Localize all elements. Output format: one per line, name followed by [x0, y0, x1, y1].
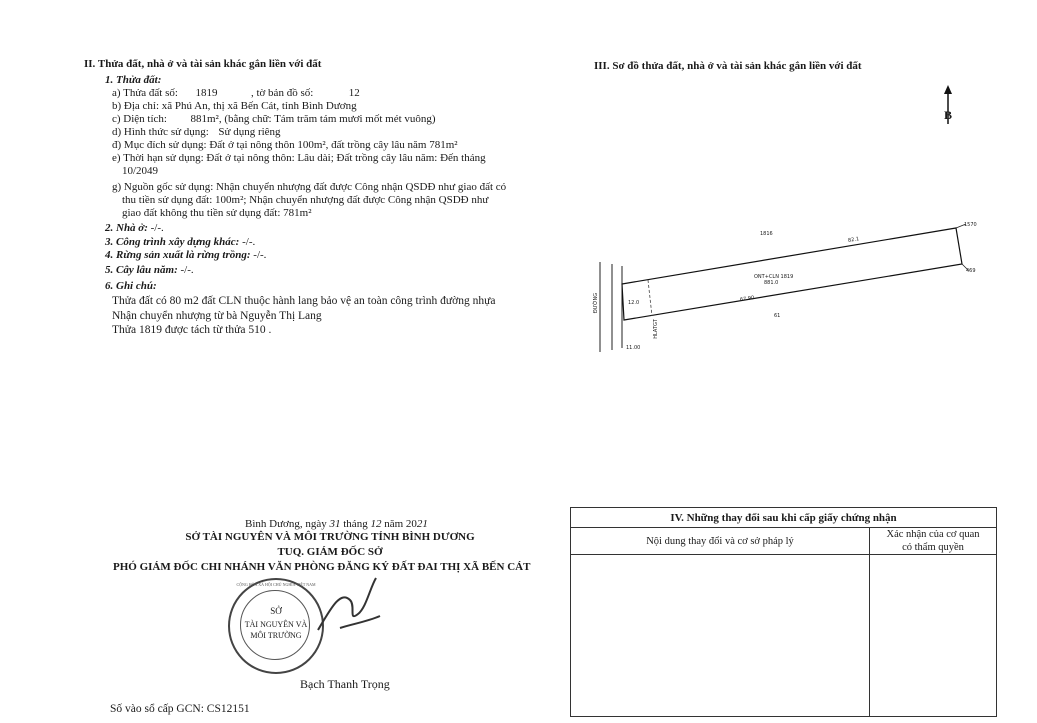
changes-confirm-cell: [870, 555, 997, 717]
address-line: b) Địa chỉ: xã Phú An, thị xã Bến Cát, tỉnh Bình Dương: [112, 100, 357, 112]
date-line: [245, 517, 428, 531]
usage-form-label: d) Hình thức sử dụng:: [112, 126, 209, 138]
changes-col2-header-line1: Xác nhận của cơ quan: [886, 529, 980, 540]
sheet-number: 12: [348, 87, 360, 99]
origin-line-1: g) Nguồn gốc sử dụng: Nhận chuyển nhượng đất được Công nhận QSDĐ như giao đất có: [112, 181, 507, 193]
map-label-corridor: HLATGT: [652, 319, 659, 339]
usage-form-value: Sử dụng riêng: [218, 126, 281, 138]
map-label-corner-tr: 1570: [964, 222, 977, 228]
area-label: c) Diện tích:: [112, 113, 167, 125]
area-line: [112, 112, 436, 126]
signer-name: Bạch Thanh Trọng: [300, 677, 390, 691]
deputy-line: PHÓ GIÁM ĐỐC CHI NHÁNH VĂN PHÒNG ĐĂNG KÝ ĐẤT ĐAI THỊ XÃ BẾN CÁT: [113, 561, 531, 573]
map-label-left-dim: 12.0: [628, 300, 640, 306]
org-line: SỞ TÀI NGUYÊN VÀ MÔI TRƯỜNG TỈNH BÌNH DƯƠNG: [185, 531, 475, 543]
parcel-label: a) Thửa đất số:: [112, 87, 178, 99]
date-year-label: năm 20: [384, 518, 417, 530]
date-month-label: tháng: [343, 518, 368, 530]
map-label-top-neighbor: 1816: [760, 231, 773, 237]
origin-line-3: giao đất không thu tiền sử dụng đất: 781m²: [122, 207, 312, 219]
stamp-top-text: SỞ: [270, 606, 282, 616]
section4-title: IV. Những thay đổi sau khi cấp giấy chứng nhận: [571, 508, 997, 528]
date-prefix: Bình Dương, ngày: [245, 518, 327, 530]
map-label-bottom-length: 67.90: [739, 294, 755, 304]
note-1: Thửa đất có 80 m2 đất CLN thuộc hành lang bảo vệ an toàn công trình đường nhựa: [112, 295, 496, 307]
changes-table: [570, 507, 997, 717]
date-day: 31: [329, 518, 341, 530]
construction-line: [105, 235, 255, 249]
map-label-corner-br: 469: [966, 268, 976, 274]
forest-value: -/-.: [253, 249, 267, 261]
sheet-label: , tờ bản đồ số:: [250, 87, 314, 99]
construction-value: -/-.: [242, 236, 256, 248]
note-2: Nhận chuyển nhượng từ bà Nguyễn Thị Lang: [112, 310, 322, 322]
item1-heading: 1. Thửa đất:: [105, 74, 162, 86]
map-label-bottom-neighbor: 61: [774, 313, 781, 319]
perennial-heading: 5. Cây lâu năm:: [105, 264, 178, 276]
stamp-ring-text: CỘNG HÒA XÃ HỘI CHỦ NGHĨA VIỆT NAM: [236, 582, 316, 587]
usage-form-line: [112, 125, 281, 139]
house-line: [105, 221, 164, 235]
house-value: -/-.: [150, 222, 164, 234]
area-value: 881m², (bằng chữ: Tám trăm tám mươi mốt mét vuông): [190, 113, 436, 125]
origin-line-2: thu tiền sử dụng đất: 100m²; Nhận chuyển nhượng đất được Công nhận QSDĐ như: [122, 194, 489, 206]
map-parcel-number: 1819: [780, 274, 794, 280]
stamp-mid-text-1: TÀI NGUYÊN VÀ: [244, 620, 308, 629]
notes-heading: 6. Ghi chú:: [105, 280, 157, 292]
forest-heading: 4. Rừng sản xuất là rừng trồng:: [105, 249, 251, 261]
map-label-road: ĐƯỜNG: [593, 292, 600, 314]
north-label: B: [944, 108, 953, 122]
tuq-line: TUQ. GIÁM ĐỐC SỞ: [277, 546, 383, 558]
section2-title: II. Thửa đất, nhà ở và tài sản khác gắn liền với đất: [84, 58, 322, 70]
construction-heading: 3. Công trình xây dựng khác:: [105, 236, 240, 248]
parcel-line: [112, 86, 360, 100]
term-line-1: e) Thời hạn sử dụng: Đất ở tại nông thôn: Lâu dài; Đất trồng cây lâu năm: Đến tháng: [112, 152, 486, 164]
changes-col2-header-line2: có thẩm quyền: [902, 542, 964, 553]
registry-line: Số vào sổ cấp GCN: CS12151: [110, 703, 250, 715]
date-month: 12: [370, 518, 382, 530]
map-parcel-code: ONT+CLN: [754, 274, 779, 280]
map-label-top-length: 82.1: [847, 236, 860, 244]
map-label-parcel-area: 881.0: [764, 280, 779, 286]
date-year: 21: [416, 518, 428, 530]
perennial-line: [105, 263, 194, 277]
note-3: Thửa 1819 được tách từ thửa 510 .: [112, 324, 272, 336]
stamp-mid-text-2: MÔI TRƯỜNG: [250, 631, 302, 640]
changes-content-cell: [571, 555, 870, 717]
house-heading: 2. Nhà ở:: [105, 222, 148, 234]
changes-col1-header: Nội dung thay đổi và cơ sở pháp lý: [571, 528, 870, 555]
perennial-value: -/-.: [180, 264, 194, 276]
handwritten-signature-icon: [310, 570, 390, 650]
forest-line: [105, 248, 266, 262]
changes-col2-header: [870, 528, 997, 555]
map-label-left-width: 11.00: [626, 345, 641, 351]
parcel-number: 1819: [195, 87, 218, 99]
purpose-line: đ) Mục đích sử dụng: Đất ở tại nông thôn 100m², đất trồng cây lâu năm 781m²: [112, 139, 458, 151]
section3-title: III. Sơ đồ thửa đất, nhà ở và tài sản khác gắn liền với đất: [594, 60, 862, 72]
parcel-map: [590, 210, 990, 355]
term-line-2: 10/2049: [122, 165, 159, 177]
